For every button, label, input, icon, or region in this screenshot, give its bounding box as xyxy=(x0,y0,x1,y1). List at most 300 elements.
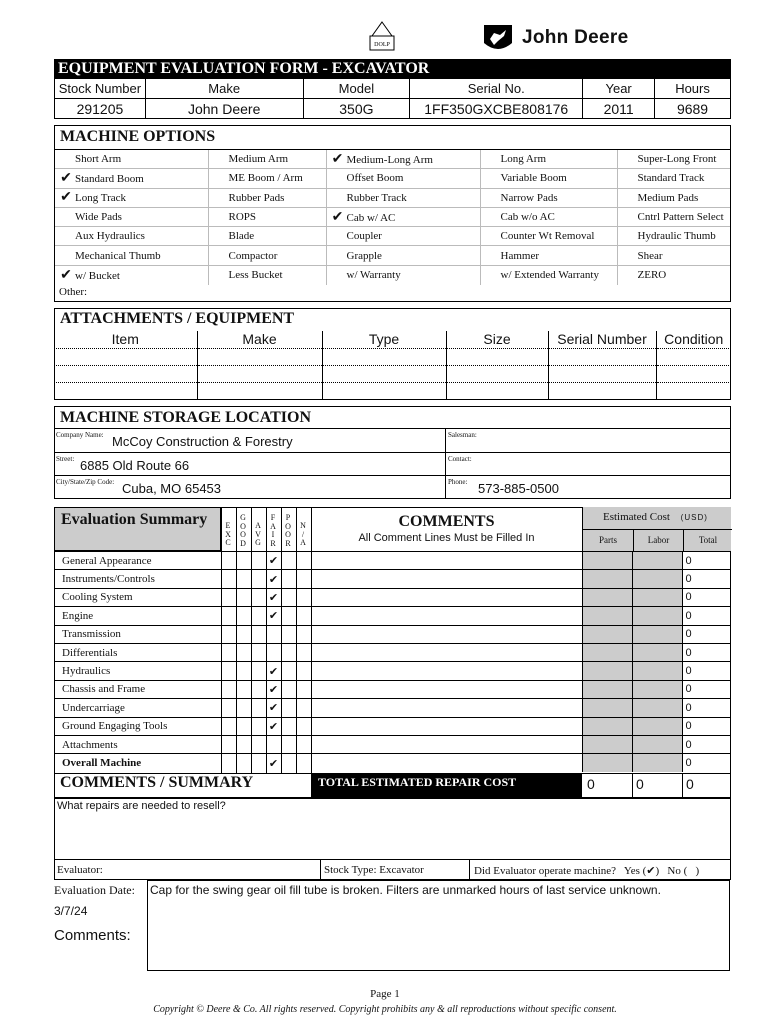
rating-cell[interactable] xyxy=(266,570,281,588)
rating-letter: V xyxy=(255,529,261,539)
city-value: Cuba, MO 65453 xyxy=(122,481,222,496)
labor-cost-cell[interactable] xyxy=(632,643,682,661)
rating-cell[interactable] xyxy=(281,607,296,625)
rating-cell[interactable] xyxy=(296,662,311,680)
rating-cell[interactable] xyxy=(236,570,251,588)
operate-question: Did Evaluator operate machine? Yes (✔) No ( ) xyxy=(474,865,700,877)
rating-cell[interactable] xyxy=(266,699,281,717)
option-label: Long Track xyxy=(75,192,127,205)
option-label: Medium Arm xyxy=(228,153,289,166)
attachments-cell[interactable] xyxy=(548,382,656,399)
phone-value: 573-885-0500 xyxy=(478,481,559,496)
checkmark-icon: ✔ xyxy=(268,702,279,715)
evaluation-row xyxy=(54,552,731,570)
rating-letter: O xyxy=(240,530,246,540)
parts-cost-cell[interactable] xyxy=(582,607,632,625)
rating-cell[interactable] xyxy=(251,680,266,698)
option-label: Medium Pads xyxy=(637,191,699,204)
labor-cost-cell[interactable] xyxy=(632,662,682,680)
rating-cell[interactable] xyxy=(236,754,251,772)
option-cell[interactable] xyxy=(617,246,730,265)
info-header: Hours xyxy=(655,79,731,99)
rating-cell[interactable] xyxy=(281,717,296,735)
comment-cell[interactable] xyxy=(311,680,582,698)
option-label: Rubber Pads xyxy=(228,191,285,204)
checkmark-icon: ✔ xyxy=(268,683,279,696)
rating-cell[interactable] xyxy=(266,754,281,772)
total-cost-cell: 0 xyxy=(682,754,731,772)
labor-header: Labor xyxy=(633,530,683,551)
rating-cell[interactable] xyxy=(221,662,236,680)
info-value: 1FF350GXCBE808176 xyxy=(410,99,583,119)
parts-cost-cell[interactable] xyxy=(582,552,632,570)
parts-cost-cell[interactable] xyxy=(582,588,632,606)
evaluation-item-label: Attachments xyxy=(54,735,221,753)
cost-unit: (USD) xyxy=(680,513,708,522)
machine-options-title: MACHINE OPTIONS xyxy=(60,128,216,145)
rating-cell[interactable] xyxy=(221,643,236,661)
evaluation-item-label: Instruments/Controls xyxy=(54,570,221,588)
rating-letter: A xyxy=(270,521,276,531)
checkmark-icon: ✔ xyxy=(60,190,72,206)
info-header: Serial No. xyxy=(410,79,583,99)
street-value: 6885 Old Route 66 xyxy=(80,458,190,473)
parts-header: Parts xyxy=(599,535,617,545)
evaluation-row xyxy=(54,625,731,643)
rating-cell[interactable] xyxy=(236,552,251,570)
rating-cell[interactable] xyxy=(251,588,266,606)
parts-cost-cell[interactable] xyxy=(582,643,632,661)
rating-cell[interactable] xyxy=(251,607,266,625)
option-cell[interactable] xyxy=(55,246,208,265)
rating-cell[interactable] xyxy=(281,570,296,588)
evaluation-item-label: Undercarriage xyxy=(54,699,221,717)
rating-cell[interactable] xyxy=(236,735,251,753)
evaluator-label: Evaluator: xyxy=(57,864,103,876)
comment-cell[interactable] xyxy=(311,570,582,588)
salesman-label: Salesman: xyxy=(448,431,477,439)
option-cell[interactable] xyxy=(326,227,480,246)
total-cost-cell: 0 xyxy=(682,680,731,698)
rating-cell[interactable] xyxy=(251,717,266,735)
option-label: ME Boom / Arm xyxy=(228,172,303,185)
option-cell[interactable] xyxy=(617,188,730,207)
evaluation-date-label: Evaluation Date: xyxy=(54,883,135,897)
rating-cell[interactable] xyxy=(221,570,236,588)
rating-cell[interactable] xyxy=(221,717,236,735)
option-cell[interactable] xyxy=(617,169,730,188)
rating-letter: X xyxy=(225,529,231,539)
rating-cell[interactable] xyxy=(221,699,236,717)
comments-label: Comments: xyxy=(54,927,131,944)
city-label: City/State/Zip Code: xyxy=(56,478,115,486)
rating-cell[interactable] xyxy=(221,680,236,698)
checkmark-icon: ✔ xyxy=(268,610,279,623)
option-cell[interactable] xyxy=(326,246,480,265)
attachments-cell[interactable] xyxy=(197,365,322,382)
rating-cell[interactable] xyxy=(296,607,311,625)
option-cell[interactable] xyxy=(617,227,730,246)
info-value: John Deere xyxy=(145,99,303,119)
option-label: Standard Track xyxy=(637,172,705,185)
rating-cell[interactable] xyxy=(251,662,266,680)
comment-cell[interactable] xyxy=(311,699,582,717)
rating-cell[interactable] xyxy=(296,643,311,661)
rating-letter: A xyxy=(300,538,306,548)
evaluation-item-label: Overall Machine xyxy=(54,754,221,772)
rating-cell[interactable] xyxy=(221,754,236,772)
comments-title: COMMENTS xyxy=(398,513,495,530)
option-label: Cab w/o AC xyxy=(500,211,555,224)
option-cell[interactable] xyxy=(208,207,326,226)
option-cell[interactable] xyxy=(326,169,480,188)
attachments-cell[interactable] xyxy=(548,348,656,365)
rating-cell[interactable] xyxy=(281,552,296,570)
total-cost-cell: 0 xyxy=(682,607,731,625)
rating-letter: I xyxy=(271,530,275,540)
rating-header xyxy=(281,514,295,548)
evaluation-item-label: Hydraulics xyxy=(54,662,221,680)
rating-cell[interactable] xyxy=(236,643,251,661)
repairs-question: What repairs are needed to resell? xyxy=(57,800,226,812)
rating-cell[interactable] xyxy=(221,625,236,643)
rating-letter: P xyxy=(285,513,291,522)
street-label: Street: xyxy=(56,455,75,463)
option-label: Coupler xyxy=(346,230,382,243)
option-cell[interactable] xyxy=(326,207,480,226)
rating-cell[interactable] xyxy=(236,662,251,680)
option-label: Long Arm xyxy=(500,153,547,166)
comments-notes-box xyxy=(147,880,730,971)
option-cell[interactable] xyxy=(617,207,730,226)
rating-cell[interactable] xyxy=(296,754,311,772)
evaluation-item-label: Ground Engaging Tools xyxy=(54,717,221,735)
checkmark-icon: ✔ xyxy=(331,151,344,167)
evaluation-summary-title: Evaluation Summary xyxy=(61,511,208,528)
option-cell[interactable] xyxy=(617,265,730,284)
option-cell[interactable] xyxy=(55,150,208,169)
rating-cell[interactable] xyxy=(251,643,266,661)
rating-cell[interactable] xyxy=(236,699,251,717)
option-cell[interactable] xyxy=(208,169,326,188)
rating-cell[interactable] xyxy=(281,735,296,753)
labor-cost-cell[interactable] xyxy=(632,680,682,698)
option-cell[interactable] xyxy=(208,265,326,284)
rating-letter: O xyxy=(240,521,246,531)
attachments-header: Make xyxy=(197,331,322,348)
comment-cell[interactable] xyxy=(311,588,582,606)
evaluation-date: 3/7/24 xyxy=(54,904,88,918)
comment-cell[interactable] xyxy=(311,607,582,625)
checkmark-icon: ✔ xyxy=(268,757,279,770)
attachments-cell[interactable] xyxy=(322,348,446,365)
rating-cell[interactable] xyxy=(266,588,281,606)
rating-letter: A xyxy=(255,521,261,530)
rating-cell[interactable] xyxy=(221,552,236,570)
rating-letter: G xyxy=(240,513,246,522)
option-cell[interactable] xyxy=(480,265,617,284)
rating-cell[interactable] xyxy=(236,717,251,735)
checkmark-icon: ✔ xyxy=(268,720,279,733)
rating-cell[interactable] xyxy=(266,643,281,661)
rating-cell[interactable] xyxy=(296,588,311,606)
rating-cell[interactable] xyxy=(251,625,266,643)
total-repair-cost-label: TOTAL ESTIMATED REPAIR COST xyxy=(311,773,582,797)
rating-cell[interactable] xyxy=(266,662,281,680)
estimated-cost-header xyxy=(582,507,731,551)
rating-cell[interactable] xyxy=(251,754,266,772)
rating-cell[interactable] xyxy=(236,588,251,606)
rating-letter: / xyxy=(301,529,305,539)
evaluation-row xyxy=(54,643,731,661)
option-label: Mechanical Thumb xyxy=(75,249,161,262)
rating-letter: N xyxy=(300,521,306,530)
total-cost-cell: 0 xyxy=(682,643,731,661)
rating-cell[interactable] xyxy=(296,699,311,717)
copyright-notice: Copyright © Deere & Co. All rights reserved. Copyright prohibits any & all reproductions without specific consent. xyxy=(153,1004,617,1015)
rating-cell[interactable] xyxy=(281,754,296,772)
rating-cell[interactable] xyxy=(266,717,281,735)
labor-total: 0 xyxy=(636,776,644,792)
comment-cell[interactable] xyxy=(311,552,582,570)
parts-cost-cell[interactable] xyxy=(582,680,632,698)
evaluation-table xyxy=(54,551,731,772)
total-cost-cell: 0 xyxy=(682,552,731,570)
checkmark-icon: ✔ xyxy=(268,555,279,568)
attachments-cell[interactable] xyxy=(54,382,197,399)
option-cell[interactable] xyxy=(480,227,617,246)
attachments-cell[interactable] xyxy=(446,382,548,399)
comment-cell[interactable] xyxy=(311,754,582,772)
total-cost-cell: 0 xyxy=(682,699,731,717)
rating-cell[interactable] xyxy=(251,735,266,753)
option-cell[interactable] xyxy=(55,207,208,226)
parts-cost-cell[interactable] xyxy=(582,662,632,680)
info-value: 291205 xyxy=(55,99,146,119)
option-label: Less Bucket xyxy=(228,269,283,282)
cost-title: Estimated Cost xyxy=(603,511,670,523)
option-label: Grapple xyxy=(346,249,382,262)
comment-cell[interactable] xyxy=(311,625,582,643)
rating-letter: R xyxy=(285,538,291,548)
rating-cell[interactable] xyxy=(251,552,266,570)
option-row xyxy=(55,169,730,188)
evaluation-row xyxy=(54,735,731,753)
attachments-cell[interactable] xyxy=(197,348,322,365)
rating-letter: F xyxy=(270,513,276,522)
storage-location-title: MACHINE STORAGE LOCATION xyxy=(60,409,311,426)
option-row xyxy=(55,150,730,169)
parts-cost-cell[interactable] xyxy=(582,754,632,772)
option-label: Rubber Track xyxy=(346,191,407,204)
rating-cell[interactable] xyxy=(296,570,311,588)
checkmark-icon: ✔ xyxy=(268,591,279,604)
option-cell[interactable] xyxy=(208,150,326,169)
total-cost-cell: 0 xyxy=(682,570,731,588)
parts-cost-cell[interactable] xyxy=(582,717,632,735)
comment-cell[interactable] xyxy=(311,735,582,753)
option-cell[interactable] xyxy=(617,150,730,169)
option-label: ROPS xyxy=(228,211,257,224)
parts-cost-cell[interactable] xyxy=(582,735,632,753)
rating-cell[interactable] xyxy=(236,680,251,698)
total-cost-cell: 0 xyxy=(682,735,731,753)
option-row xyxy=(55,227,730,246)
evaluation-row xyxy=(54,607,731,625)
evaluation-item-label: General Appearance xyxy=(54,552,221,570)
option-cell[interactable] xyxy=(208,227,326,246)
rating-cell[interactable] xyxy=(281,662,296,680)
option-cell[interactable] xyxy=(480,188,617,207)
option-label: Medium-Long Arm xyxy=(346,153,433,166)
deer-icon xyxy=(480,21,516,55)
attachments-cell[interactable] xyxy=(656,365,731,382)
option-cell[interactable] xyxy=(55,265,208,284)
evaluation-row xyxy=(54,588,731,606)
option-label: Super-Long Front xyxy=(637,153,717,166)
option-label: Counter Wt Removal xyxy=(500,230,595,243)
option-row xyxy=(55,265,730,284)
option-cell[interactable] xyxy=(55,227,208,246)
attachments-blank-row xyxy=(54,382,731,399)
checkmark-icon: ✔ xyxy=(60,170,72,186)
option-label: ZERO xyxy=(637,269,667,282)
option-cell[interactable] xyxy=(326,150,480,169)
total-cost-cell: 0 xyxy=(682,717,731,735)
rating-cell[interactable] xyxy=(296,552,311,570)
option-label: Variable Boom xyxy=(500,172,567,185)
option-cell[interactable] xyxy=(326,188,480,207)
john-deere-logo xyxy=(480,20,628,56)
attachments-cell[interactable] xyxy=(656,348,731,365)
rating-cell[interactable] xyxy=(266,625,281,643)
rating-cell[interactable] xyxy=(221,607,236,625)
rating-cell[interactable] xyxy=(221,735,236,753)
attachments-header-row xyxy=(54,331,731,348)
comments-summary-title: COMMENTS / SUMMARY xyxy=(60,774,254,791)
option-cell[interactable] xyxy=(55,169,208,188)
other-label: Other: xyxy=(59,286,88,298)
attachments-cell[interactable] xyxy=(446,348,548,365)
labor-cost-cell[interactable] xyxy=(632,607,682,625)
info-header: Year xyxy=(583,79,655,99)
labor-cost-cell[interactable] xyxy=(632,735,682,753)
labor-cost-cell[interactable] xyxy=(632,754,682,772)
total-cost-cell: 0 xyxy=(682,662,731,680)
attachments-header: Condition xyxy=(656,331,731,348)
labor-cost-cell[interactable] xyxy=(632,570,682,588)
option-label: Short Arm xyxy=(75,153,122,166)
parts-cost-cell[interactable] xyxy=(582,570,632,588)
rating-cell[interactable] xyxy=(266,680,281,698)
attachments-cell[interactable] xyxy=(446,365,548,382)
rating-cell[interactable] xyxy=(266,607,281,625)
labor-cost-cell[interactable] xyxy=(632,552,682,570)
brand-wordmark: John Deere xyxy=(522,27,629,48)
rating-letter: G xyxy=(255,538,261,548)
option-cell[interactable] xyxy=(480,207,617,226)
parts-cost-cell[interactable] xyxy=(582,625,632,643)
checkmark-icon: ✔ xyxy=(268,573,279,586)
rating-cell[interactable] xyxy=(281,625,296,643)
labor-cost-cell[interactable] xyxy=(632,588,682,606)
rating-cell[interactable] xyxy=(251,699,266,717)
rating-cell[interactable] xyxy=(266,552,281,570)
labor-cost-cell[interactable] xyxy=(632,625,682,643)
phone-label: Phone: xyxy=(448,478,468,486)
attachments-cell[interactable] xyxy=(54,365,197,382)
attachments-cell[interactable] xyxy=(322,382,446,399)
rating-cell[interactable] xyxy=(296,680,311,698)
parts-cost-cell[interactable] xyxy=(582,699,632,717)
rating-cell[interactable] xyxy=(236,607,251,625)
rating-letter: C xyxy=(225,538,231,548)
comment-cell[interactable] xyxy=(311,717,582,735)
labor-cost-cell[interactable] xyxy=(632,717,682,735)
option-cell[interactable] xyxy=(480,169,617,188)
attachments-header: Item xyxy=(54,331,197,348)
rating-cell[interactable] xyxy=(221,588,236,606)
attachments-cell[interactable] xyxy=(322,365,446,382)
rating-cell[interactable] xyxy=(266,735,281,753)
attachments-cell[interactable] xyxy=(54,348,197,365)
evaluation-item-label: Engine xyxy=(54,607,221,625)
option-cell[interactable] xyxy=(208,246,326,265)
option-cell[interactable] xyxy=(55,188,208,207)
rating-cell[interactable] xyxy=(281,680,296,698)
option-cell[interactable] xyxy=(480,150,617,169)
labor-cost-cell[interactable] xyxy=(632,699,682,717)
option-row xyxy=(55,188,730,207)
info-value: 9689 xyxy=(655,99,731,119)
option-label: Offset Boom xyxy=(346,172,404,185)
evaluation-item-label: Differentials xyxy=(54,643,221,661)
attachments-header: Serial Number xyxy=(548,331,656,348)
evaluation-row xyxy=(54,754,731,772)
option-cell[interactable] xyxy=(480,246,617,265)
total-cost-cell: 0 xyxy=(682,625,731,643)
comment-cell[interactable] xyxy=(311,662,582,680)
attachments-cell[interactable] xyxy=(548,365,656,382)
attachments-cell[interactable] xyxy=(197,382,322,399)
rating-cell[interactable] xyxy=(296,735,311,753)
page-number: Page 1 xyxy=(370,988,400,1000)
rating-cell[interactable] xyxy=(251,570,266,588)
checkmark-icon: ✔ xyxy=(331,209,344,225)
rating-cell[interactable] xyxy=(281,588,296,606)
comment-cell[interactable] xyxy=(311,643,582,661)
rating-cell[interactable] xyxy=(281,643,296,661)
rating-cell[interactable] xyxy=(296,717,311,735)
dealer-seal-logo xyxy=(362,20,402,52)
option-cell[interactable] xyxy=(326,265,480,284)
info-value: 350G xyxy=(303,99,410,119)
equipment-info-table xyxy=(54,78,731,119)
rating-cell[interactable] xyxy=(236,625,251,643)
attachments-cell[interactable] xyxy=(656,382,731,399)
option-label: Blade xyxy=(228,230,255,243)
option-cell[interactable] xyxy=(208,188,326,207)
seal-text: DOLP xyxy=(374,42,390,48)
rating-letter: O xyxy=(285,521,291,531)
checkmark-icon: ✔ xyxy=(60,267,72,283)
info-header: Stock Number xyxy=(55,79,146,99)
contact-label: Contact: xyxy=(448,455,472,463)
total-header: Total xyxy=(683,530,732,551)
rating-cell[interactable] xyxy=(296,625,311,643)
option-label: w/ Warranty xyxy=(346,269,401,282)
rating-cell[interactable] xyxy=(281,699,296,717)
